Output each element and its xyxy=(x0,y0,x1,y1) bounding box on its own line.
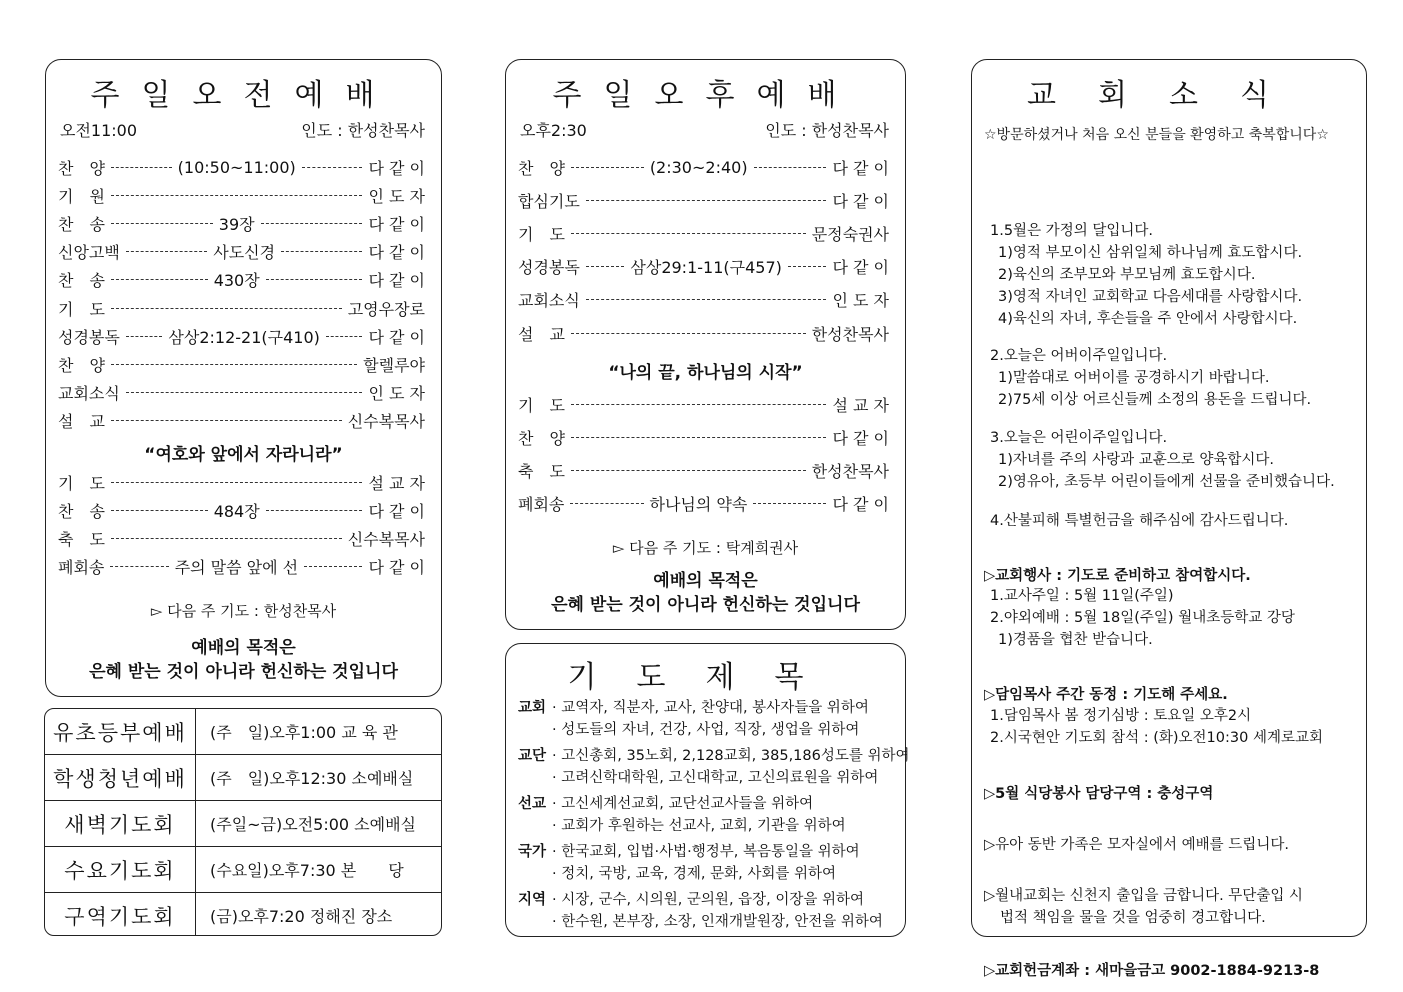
order-label: 설 교 xyxy=(518,324,565,344)
order-person: 인 도 자 xyxy=(832,291,889,311)
leader-dots xyxy=(586,200,827,201)
news-line: 2.오늘은 어버이주일입니다. xyxy=(990,348,1168,364)
news-line: 2.야외예배 : 5월 18일(주일) 월내초등학교 강당 xyxy=(990,610,1295,626)
order-label: 합심기도 xyxy=(518,191,580,211)
leader-dots xyxy=(111,167,172,168)
news-line: 1)자녀를 주의 사랑과 교훈으로 양육합시다. xyxy=(998,452,1275,468)
order-detail: 39장 xyxy=(218,214,255,234)
pm-purpose-line-1: 예배의 목적은 xyxy=(653,571,758,591)
prayer-topics-panel xyxy=(505,643,910,937)
leader-dots xyxy=(111,195,363,196)
order-label: 찬 양 xyxy=(518,158,565,178)
order-person: 문정숙권사 xyxy=(811,224,889,244)
order-row xyxy=(58,525,425,551)
pm-sermon-title: “나의 끝, 하나님의 시작” xyxy=(608,363,803,383)
prayer-topics-title: 기도제목 xyxy=(567,660,844,695)
prayer-topic-line xyxy=(518,792,813,813)
news-line: 1.5월은 가정의 달입니다. xyxy=(990,223,1153,239)
church-news-title: 교회소식 xyxy=(1027,78,1311,113)
order-person: 신수복목사 xyxy=(347,412,425,432)
prayer-topic-text: 시장, 군수, 시의원, 군의원, 읍장, 이장을 위하여 xyxy=(561,892,865,908)
schedule-row xyxy=(45,893,441,936)
order-label: 기 도 xyxy=(58,473,105,493)
order-label: 축 도 xyxy=(58,529,105,549)
prayer-topic-line xyxy=(518,718,859,739)
leader-dots xyxy=(302,167,363,168)
order-detail: (2:30~2:40) xyxy=(649,157,748,177)
prayer-topic-text: 한국교회, 입법·사법·행정부, 복음통일을 위하여 xyxy=(561,844,860,860)
order-row xyxy=(58,323,425,349)
news-line: ▷월내교회는 신천지 출입을 금합니다. 무단출입 시 xyxy=(984,888,1303,904)
pm-worship-leader: 인도 : 한성찬목사 xyxy=(765,121,889,140)
leader-dots xyxy=(111,420,342,421)
prayer-category: 교회 xyxy=(518,700,547,716)
news-line: ▷담임목사 주간 동정 : 기도해 주세요. xyxy=(984,687,1228,703)
order-detail: 삼상2:12-21(구410) xyxy=(168,327,320,347)
order-person: 다 같 이 xyxy=(832,495,889,515)
leader-dots xyxy=(586,266,625,267)
order-label: 기 도 xyxy=(518,395,565,415)
order-row xyxy=(58,380,425,406)
news-line: 1)영적 부모이신 삼위일체 하나님께 효도합시다. xyxy=(998,245,1303,261)
order-label: 찬 양 xyxy=(518,428,565,448)
schedule-row xyxy=(45,755,441,801)
order-person: 고영우장로 xyxy=(347,299,425,319)
leader-dots xyxy=(571,233,806,234)
pm-worship-panel xyxy=(505,59,906,630)
am-next-prayer: ▻ 다음 주 기도 : 한성찬목사 xyxy=(150,602,337,620)
leader-dots xyxy=(571,333,806,334)
schedule-row xyxy=(45,709,441,755)
prayer-topic-line xyxy=(518,696,869,717)
am-worship-title: 주일오전예배 xyxy=(90,78,397,113)
order-label: 신앙고백 xyxy=(58,243,120,263)
order-person: 다 같 이 xyxy=(832,158,889,178)
leader-dots xyxy=(586,299,827,300)
news-line: 1)경품을 협찬 받습니다. xyxy=(998,632,1153,648)
schedule-name: 유초등부예배 xyxy=(45,709,196,754)
order-person: 인 도 자 xyxy=(368,384,425,404)
leader-dots xyxy=(571,437,827,438)
news-line: 2)육신의 조부모와 부모님께 효도합시다. xyxy=(998,267,1256,283)
order-label: 찬 송 xyxy=(58,271,105,291)
leader-dots xyxy=(110,566,168,567)
order-label: 기 도 xyxy=(58,299,105,319)
order-label: 성경봉독 xyxy=(518,258,580,278)
order-row xyxy=(58,154,425,180)
prayer-topic-text: 한수원, 본부장, 소장, 인재개발원장, 안전을 위하여 xyxy=(561,914,883,930)
leader-dots xyxy=(570,503,643,504)
order-row xyxy=(58,295,425,321)
order-row xyxy=(58,182,425,208)
prayer-category: 선교 xyxy=(518,796,547,812)
am-worship-time: 오전11:00 xyxy=(60,121,138,140)
order-label: 설 교 xyxy=(58,412,105,432)
prayer-topic-line xyxy=(518,888,864,909)
bullet-dot: · xyxy=(552,892,562,908)
order-person: 한성찬목사 xyxy=(811,461,889,481)
news-line: ▷유아 동반 가족은 모자실에서 예배를 드립니다. xyxy=(984,837,1289,853)
bullet-dot: · xyxy=(552,748,562,764)
order-person: 할렐루야 xyxy=(363,355,425,375)
news-line: ▷교회헌금계좌 : 새마을금고 9002-1884-9213-8 xyxy=(984,963,1320,979)
order-row xyxy=(518,254,889,280)
order-row xyxy=(518,154,889,180)
church-news-welcome: ☆방문하셨거나 처음 오신 분들을 환영하고 축복합니다☆ xyxy=(984,127,1329,143)
pm-worship-time: 오후2:30 xyxy=(520,121,587,140)
prayer-topic-line xyxy=(518,910,883,931)
order-detail: 사도신경 xyxy=(213,243,276,263)
order-label: 폐회송 xyxy=(58,558,105,578)
leader-dots xyxy=(111,308,342,309)
leader-dots xyxy=(788,266,827,267)
order-detail: 주의 말씀 앞에 선 xyxy=(174,558,299,578)
leader-dots xyxy=(281,251,362,252)
prayer-topic-text: 고신세계선교회, 교단선교사들을 위하여 xyxy=(561,796,814,812)
news-line: 4.산불피해 특별헌금을 해주심에 감사드립니다. xyxy=(990,513,1289,529)
schedule-name: 구역기도회 xyxy=(45,893,196,936)
order-label: 찬 송 xyxy=(58,501,105,521)
order-detail: (10:50~11:00) xyxy=(177,157,296,177)
prayer-category: 교단 xyxy=(518,748,547,764)
pm-worship-title: 주일오후예배 xyxy=(552,78,859,113)
order-row xyxy=(58,267,425,293)
order-person: 다 같 이 xyxy=(832,191,889,211)
am-sermon-title: “여호와 앞에서 자라니라” xyxy=(144,445,343,465)
order-row xyxy=(518,320,889,346)
order-row xyxy=(58,554,425,580)
news-line: 4)육신의 자녀, 후손들을 주 안에서 사랑합시다. xyxy=(998,311,1298,327)
order-row xyxy=(518,287,889,313)
order-row xyxy=(58,408,425,434)
schedule-row xyxy=(45,801,441,847)
leader-dots xyxy=(261,223,363,224)
prayer-category: 국가 xyxy=(518,844,547,860)
order-person: 다 같 이 xyxy=(368,327,425,347)
news-line: 법적 책임을 물을 것을 엄중히 경고합니다. xyxy=(1000,910,1266,926)
bullet-dot: · xyxy=(552,796,562,812)
prayer-topic-text: 성도들의 자녀, 건강, 사업, 직장, 생업을 위하여 xyxy=(561,722,860,738)
schedule-time: (주일~금)오전5:00 소예배실 xyxy=(210,815,417,834)
order-row xyxy=(58,469,425,495)
am-purpose-line-1: 예배의 목적은 xyxy=(191,638,296,658)
prayer-topic-text: 정치, 국방, 교육, 경제, 문화, 사회를 위하여 xyxy=(561,866,837,882)
bullet-dot: · xyxy=(552,700,562,716)
prayer-topic-line xyxy=(518,766,878,787)
leader-dots xyxy=(266,510,363,511)
order-person: 설 교 자 xyxy=(832,395,889,415)
leader-dots xyxy=(111,482,363,483)
order-person: 설 교 자 xyxy=(368,473,425,493)
order-person: 한성찬목사 xyxy=(811,324,889,344)
order-label: 교회소식 xyxy=(518,291,580,311)
leader-dots xyxy=(111,510,208,511)
news-line: 1.교사주일 : 5월 11일(주일) xyxy=(990,588,1174,604)
news-line: ▷5월 식당봉사 담당구역 : 충성구역 xyxy=(984,786,1214,802)
order-label: 기 원 xyxy=(58,186,105,206)
order-label: 찬 양 xyxy=(58,158,105,178)
pm-next-prayer: ▻ 다음 주 기도 : 탁계희권사 xyxy=(612,539,799,557)
schedule-time: (수요일)오후7:30 본 당 xyxy=(210,861,404,880)
order-person: 다 같 이 xyxy=(832,258,889,278)
pm-purpose-line-2: 은혜 받는 것이 아니라 헌신하는 것입니다 xyxy=(551,595,860,615)
church-news-panel xyxy=(971,59,1367,979)
am-worship-panel xyxy=(45,59,442,697)
order-row xyxy=(518,187,889,213)
news-line: 2)영유아, 초등부 어린이들에게 선물을 준비했습니다. xyxy=(998,474,1335,490)
leader-dots xyxy=(753,503,826,504)
order-person: 다 같 이 xyxy=(368,243,426,263)
prayer-topic-text: 교역자, 직분자, 교사, 찬양대, 봉사자들을 위하여 xyxy=(561,700,869,716)
order-person: 신수복목사 xyxy=(347,529,425,549)
bullet-dot: · xyxy=(552,818,562,834)
prayer-topic-line xyxy=(518,814,846,835)
schedule-row xyxy=(45,847,441,893)
order-detail: 삼상29:1-11(구457) xyxy=(630,258,782,278)
order-person: 다 같 이 xyxy=(368,558,425,578)
leader-dots xyxy=(111,223,213,224)
news-line: 2.시국현안 기도회 참석 : (화)오전10:30 세계로교회 xyxy=(990,730,1323,746)
news-line: 3.오늘은 어린이주일입니다. xyxy=(990,430,1168,446)
prayer-topic-text: 교회가 후원하는 선교사, 교회, 기관을 위하여 xyxy=(561,818,846,834)
order-person: 다 같 이 xyxy=(368,214,426,234)
prayer-topic-line xyxy=(518,862,836,883)
order-label: 축 도 xyxy=(518,461,565,481)
order-row xyxy=(518,391,889,417)
leader-dots xyxy=(571,167,644,168)
prayer-category: 지역 xyxy=(518,892,547,908)
bullet-dot: · xyxy=(552,844,562,860)
order-detail: 484장 xyxy=(213,501,260,521)
news-line: 1)말씀대로 어버이를 공경하시기 바랍니다. xyxy=(998,370,1270,386)
prayer-topic-text: 고려신학대학원, 고신대학교, 고신의료원을 위하여 xyxy=(561,770,879,786)
order-label: 폐회송 xyxy=(518,495,565,515)
order-label: 기 도 xyxy=(518,224,565,244)
schedule-name: 학생청년예배 xyxy=(45,755,196,800)
leader-dots xyxy=(111,538,342,539)
order-row xyxy=(518,491,889,517)
order-row xyxy=(58,210,425,236)
bullet-dot: · xyxy=(552,866,562,882)
leader-dots xyxy=(754,167,827,168)
order-row xyxy=(518,457,889,483)
news-line: ▷교회행사 : 기도로 준비하고 참여합시다. xyxy=(984,568,1251,584)
order-person: 다 같 이 xyxy=(368,501,425,521)
order-person: 인 도 자 xyxy=(368,186,425,206)
order-row xyxy=(58,351,425,377)
news-line: 2)75세 이상 어르신들께 소정의 용돈을 드립니다. xyxy=(998,392,1312,408)
order-label: 찬 송 xyxy=(58,214,105,234)
schedule-time: (주 일)오후12:30 소예배실 xyxy=(210,769,414,788)
bullet-dot: · xyxy=(552,914,562,930)
prayer-topic-line xyxy=(518,744,910,765)
prayer-topic-line xyxy=(518,840,860,861)
leader-dots xyxy=(571,470,806,471)
leader-dots xyxy=(126,336,163,337)
bullet-dot: · xyxy=(552,722,562,738)
schedule-table xyxy=(44,708,442,936)
leader-dots xyxy=(326,336,363,337)
leader-dots xyxy=(304,566,362,567)
leader-dots xyxy=(111,279,208,280)
schedule-name: 수요기도회 xyxy=(45,847,196,892)
order-label: 교회소식 xyxy=(58,384,120,404)
order-person: 다 같 이 xyxy=(368,158,426,178)
order-person: 다 같 이 xyxy=(368,271,425,291)
order-label: 성경봉독 xyxy=(58,327,120,347)
schedule-time: (금)오후7:20 정해진 장소 xyxy=(210,907,393,926)
leader-dots xyxy=(571,404,827,405)
am-worship-leader: 인도 : 한성찬목사 xyxy=(301,121,425,140)
order-row xyxy=(518,424,889,450)
prayer-topic-text: 고신총회, 35노회, 2,128교회, 385,186성도를 위하여 xyxy=(561,748,910,764)
schedule-time: (주 일)오후1:00 교 육 관 xyxy=(210,723,398,742)
news-line: 1.담임목사 봄 정기심방 : 토요일 오후2시 xyxy=(990,708,1252,724)
am-purpose-line-2: 은혜 받는 것이 아니라 헌신하는 것입니다 xyxy=(89,662,398,682)
bullet-dot: · xyxy=(552,770,562,786)
order-row xyxy=(58,497,425,523)
leader-dots xyxy=(126,251,207,252)
schedule-name: 새벽기도회 xyxy=(45,801,196,846)
leader-dots xyxy=(126,392,363,393)
order-detail: 하나님의 약속 xyxy=(649,495,748,515)
order-row xyxy=(518,220,889,246)
order-label: 찬 양 xyxy=(58,355,105,375)
leader-dots xyxy=(266,279,363,280)
leader-dots xyxy=(111,364,357,365)
order-row xyxy=(58,239,425,265)
order-person: 다 같 이 xyxy=(832,428,889,448)
news-line: 3)영적 자녀인 교회학교 다음세대를 사랑합시다. xyxy=(998,289,1303,305)
order-detail: 430장 xyxy=(213,271,260,291)
